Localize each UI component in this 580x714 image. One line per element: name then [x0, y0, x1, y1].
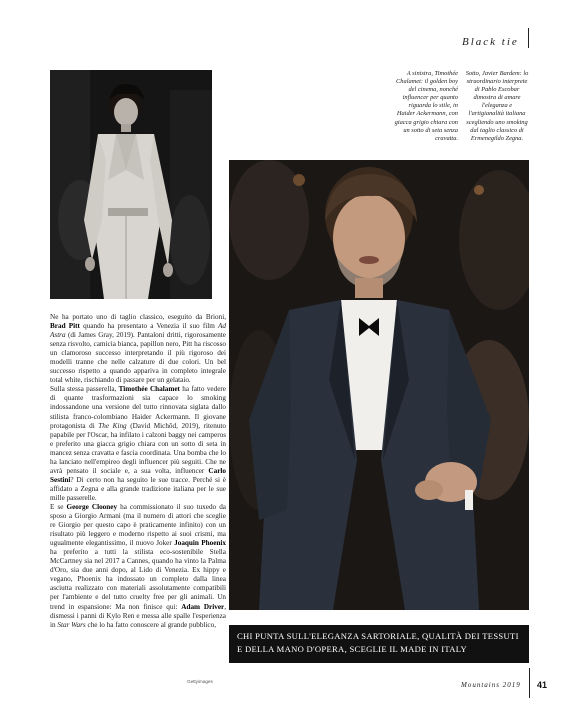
film-title: The King — [98, 421, 127, 430]
text-run: Ne ha portato uno di taglio classico, eseguito da Brioni, — [50, 313, 226, 321]
film-title: Star Wars — [57, 620, 86, 629]
caption-right: Sotto, Javier Bardem: lo straordinario interprete di Pablo Escobar dimostra di amare l'eleganza e l'artigianalità italiana scegliendo uno smoking dal taglio classico di Ermenegildo Zegna. — [465, 70, 529, 142]
photo-credit: Gettyimages — [187, 679, 213, 684]
text-run: , dismessi i panni di Kylo Ren e messa alle spalle l'esperienza in — [50, 602, 226, 629]
photo-javier-bardem — [229, 160, 529, 610]
name-timothee-chalamet: Timothée Chalamet — [118, 385, 180, 394]
text-run: ha fatto vedere di quante trasformazioni sia capace lo smoking indossandone una versione del tutto rinnovata siglata dallo stilista franco-colombiano Haider Ackermann. Il giovane protagonista di — [50, 385, 226, 430]
text-run: quando ha presentato a Venezia il suo film — [79, 322, 219, 331]
magazine-issue: Mountains 2019 — [461, 681, 521, 689]
text-run: ha preferito a tutti la stilista eco-sostenibile Stella McCartney sia nel 2017 a Cannes, quando ha vinto la Palma d'Oro, sia due anni dopo, al Lido di Venezia. Ex hippy e vegano, Phoenix ha indossato un completo dalla linea asciutta realizzato con materiali assolutamente compatibili per l'ambiente e del tutto cruelty free per gli animali. Un trend in espansione: Ma non finisce qui: — [50, 548, 226, 611]
paragraph-1 — [50, 313, 226, 385]
pull-quote-text: CHI PUNTA SULL'ELEGANZA SARTORIALE, QUALITÀ DEI TESSUTI E DELLA MANO D'OPERA, SCEGLIE IL MADE IN ITALY — [237, 631, 519, 654]
footer-rule — [529, 668, 530, 698]
pull-quote-box — [229, 625, 529, 663]
text-run: Sulla stessa passerella, — [50, 385, 119, 394]
caption-left: A sinistra, Timothée Chalamet: il golden boy del cinema, nonché influencer per quanto riguarda lo stile, in Haider Ackermann, con giacca grigio chiara con un sotto di seta senza cravatta. — [394, 70, 458, 142]
javier-illustration — [229, 160, 529, 610]
photo-timothee-chalamet — [50, 70, 212, 299]
text-run: che lo ha fatto conoscere al grande pubblico, — [85, 620, 217, 629]
text-run: ? Di certo non ha seguito le sue tracce. Perché si è affidato a Zegna e alla grande tradizione italiana per le sue mille passerelle. — [50, 475, 226, 502]
timothee-illustration — [50, 70, 212, 299]
page-number: 41 — [537, 680, 548, 690]
article-body — [50, 313, 226, 630]
text-run: E se — [50, 502, 67, 511]
header-rule — [528, 28, 529, 48]
name-joaquin-phoenix: Joaquin Phoenix — [174, 539, 227, 548]
text-run: (di James Gray, 2019). Pantaloni dritti, rigorosamente senza risvolto, camicia bianca, papillon nero, Pitt ha riscosso un clamoroso successo interpretando il più rigoroso dei modelli tranne che nelle calzature di due colori. Un bel successo rispetto a quando appariva in completo integrale total white, rischiando di passare per un gelataio. — [50, 331, 226, 385]
name-adam-driver: Adam Driver — [181, 602, 225, 611]
film-title: Ad Astra — [50, 322, 226, 340]
name-brad-pitt: Brad Pitt — [50, 322, 80, 331]
section-tag: Black tie — [462, 36, 519, 48]
text-run: ha commissionato il suo tuxedo da sposo a Giorgio Armani (ma il numero di attori che sceglie re Giorgio per questo capo è praticamente infinito) con un risultato più leggero e moderno rispetto ai suoi crismi, ma ugualmente elegantissimo, il nuovo Joker — [50, 502, 226, 548]
paragraph-3 — [50, 503, 226, 630]
name-george-clooney: George Clooney — [66, 502, 118, 511]
name-carlo-sestini: Carlo Sestini — [50, 466, 226, 484]
paragraph-2 — [50, 385, 226, 503]
text-run: (David Michôd, 2019), ritenuto papabile per l'Oscar, ha infilato i calzoni baggy nei camperos e preferito una giacca grigio chiara con un sotto di seta in mancez senza cravatta e fascia coordinata. Una bomba che lo ha lanciato nell'empireo degli influencer più seguiti. Che ne avrà pensato il sociale e, a sua volta, influencer — [50, 421, 226, 475]
